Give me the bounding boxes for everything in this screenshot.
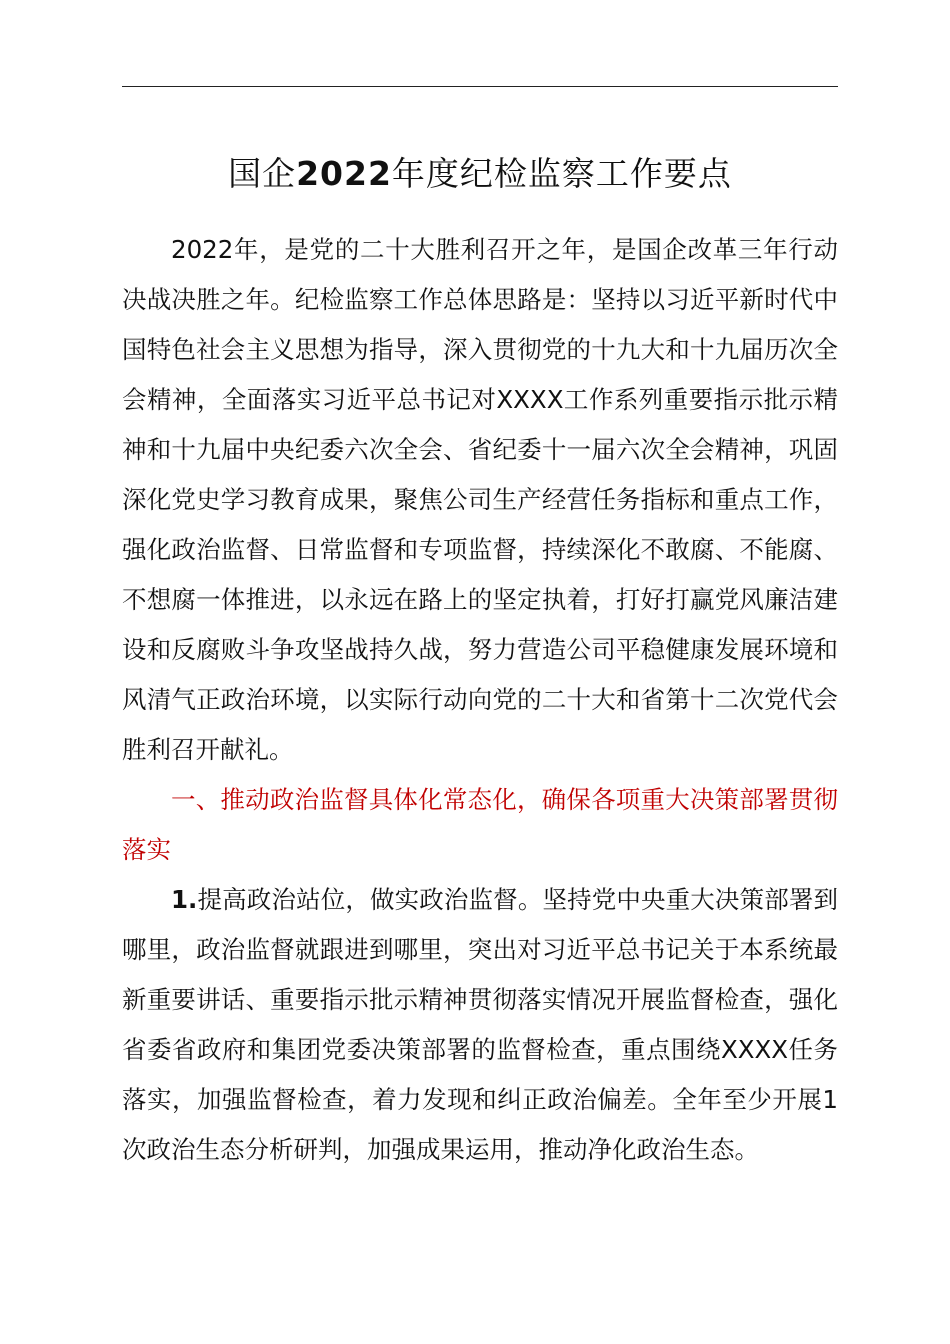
item-1-number: 1. [171,885,198,914]
header-rule [122,86,838,87]
intro-paragraph: 2022年，是党的二十大胜利召开之年，是国企改革三年行动决战决胜之年。纪检监察工作总体思路是：坚持以习近平新时代中国特色社会主义思想为指导，深入贯彻党的十九大和十九届历次全会精神，全面落实习近平总书记对XXXX工作系列重要指示批示精神和十九届中央纪委六次全会、省纪委十一届六次全会精神，巩固深化党史学习教育成果，聚焦公司生产经营任务指标和重点工作，强化政治监督、日常监督和专项监督，持续深化不敢腐、不能腐、不想腐一体推进，以永远在路上的坚定执着，打好打赢党风廉洁建设和反腐败斗争攻坚战持久战，努力营造公司平稳健康发展环境和风清气正政治环境，以实际行动向党的二十大和省第十二次党代会胜利召开献礼。 [122,235,838,764]
section-1-heading: 一、推动政治监督具体化常态化，确保各项重大决策部署贯彻落实 [122,785,838,864]
title-suffix: 年度纪检监察工作要点 [391,154,732,193]
title-prefix: 国企 [228,154,297,193]
document-title [122,146,838,202]
document-body [122,225,838,1175]
title-year: 2022 [296,154,392,193]
item-1-paragraph [122,875,838,1175]
item-1-text: 提高政治站位，做实政治监督。坚持党中央重大决策部署到哪里，政治监督就跟进到哪里，突出对习近平总书记关于本系统最新重要讲话、重要指示批示精神贯彻落实情况开展监督检查，强化省委省政府和集团党委决策部署的监督检查，重点围绕XXXX任务落实，加强监督检查，着力发现和纠正政治偏差。全年至少开展1次政治生态分析研判，加强成果运用，推动净化政治生态。 [122,885,838,1164]
